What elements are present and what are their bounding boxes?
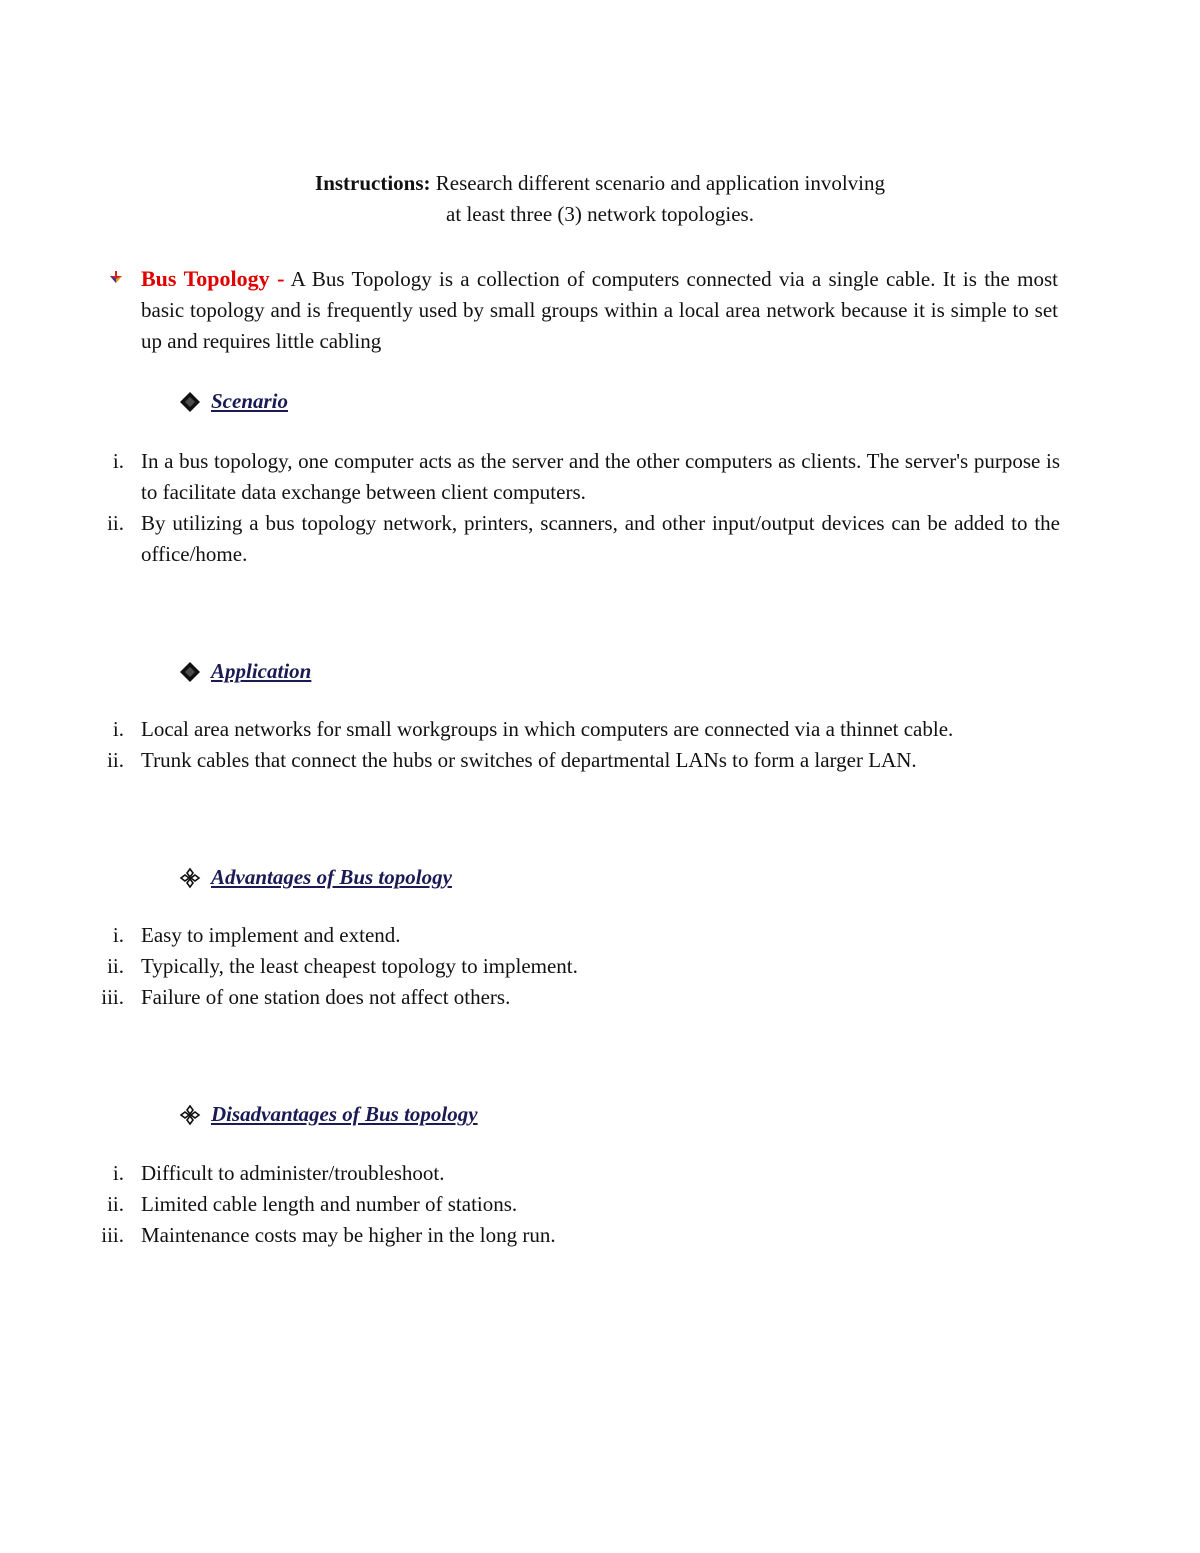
advantages-title: Advantages of Bus topology [211,865,452,889]
advantages-heading [179,862,452,893]
application-title: Application [211,659,312,683]
list-item: iii. Maintenance costs may be higher in the long run. [101,1223,556,1247]
list-item: ii. By utilizing a bus topology network, printers, scanners, and other input/output devices can be added to the office/home. [107,511,1060,566]
list-item: i. In a bus topology, one computer acts as the server and the other computers as clients. The server's purpose is to facilitate data exchange between client computers. [112,449,1060,504]
application-heading [179,656,311,687]
scenario-heading [179,386,288,417]
list-item: i. Difficult to administer/troubleshoot. [112,1161,445,1185]
list-item: ii. Typically, the least cheapest topology to implement. [107,954,578,978]
four-diamonds-icon [179,867,201,889]
list-item: i. Easy to implement and extend. [112,923,401,947]
scenario-list [0,446,1060,570]
disadvantages-heading [179,1099,478,1130]
bus-topology-text: A Bus Topology is a collection of computers connected via a single cable. It is the most basic topology and is frequently used by small groups within a local area network because it is simple to set up and requires little cabling [141,267,1058,353]
filled-diamond-icon [179,391,201,413]
instructions-text-1: Research different scenario and application involving [430,171,885,195]
disadvantages-list [0,1158,1060,1251]
list-item: iii. Failure of one station does not affect others. [101,985,511,1009]
instructions-line-2: at least three (3) network topologies. [446,202,754,226]
instructions-label: Instructions: [315,171,431,195]
disadvantages-title: Disadvantages of Bus topology [211,1102,478,1126]
scenario-title: Scenario [211,389,289,413]
list-item: ii. Trunk cables that connect the hubs or switches of departmental LANs to form a larger LAN. [107,748,917,772]
arrow-down-icon [108,270,124,284]
instructions-block [0,168,1200,230]
list-item: ii. Limited cable length and number of stations. [107,1192,518,1216]
bus-topology-heading: Bus Topology - [141,266,285,291]
four-diamonds-icon [179,1104,201,1126]
list-item: i. Local area networks for small workgroups in which computers are connected via a thinnet cable. [112,717,954,741]
filled-diamond-icon [179,661,201,683]
instructions-line-1 [0,168,1200,199]
advantages-list [0,920,1060,1013]
bus-topology-paragraph [141,263,1058,357]
application-list [0,714,1060,776]
